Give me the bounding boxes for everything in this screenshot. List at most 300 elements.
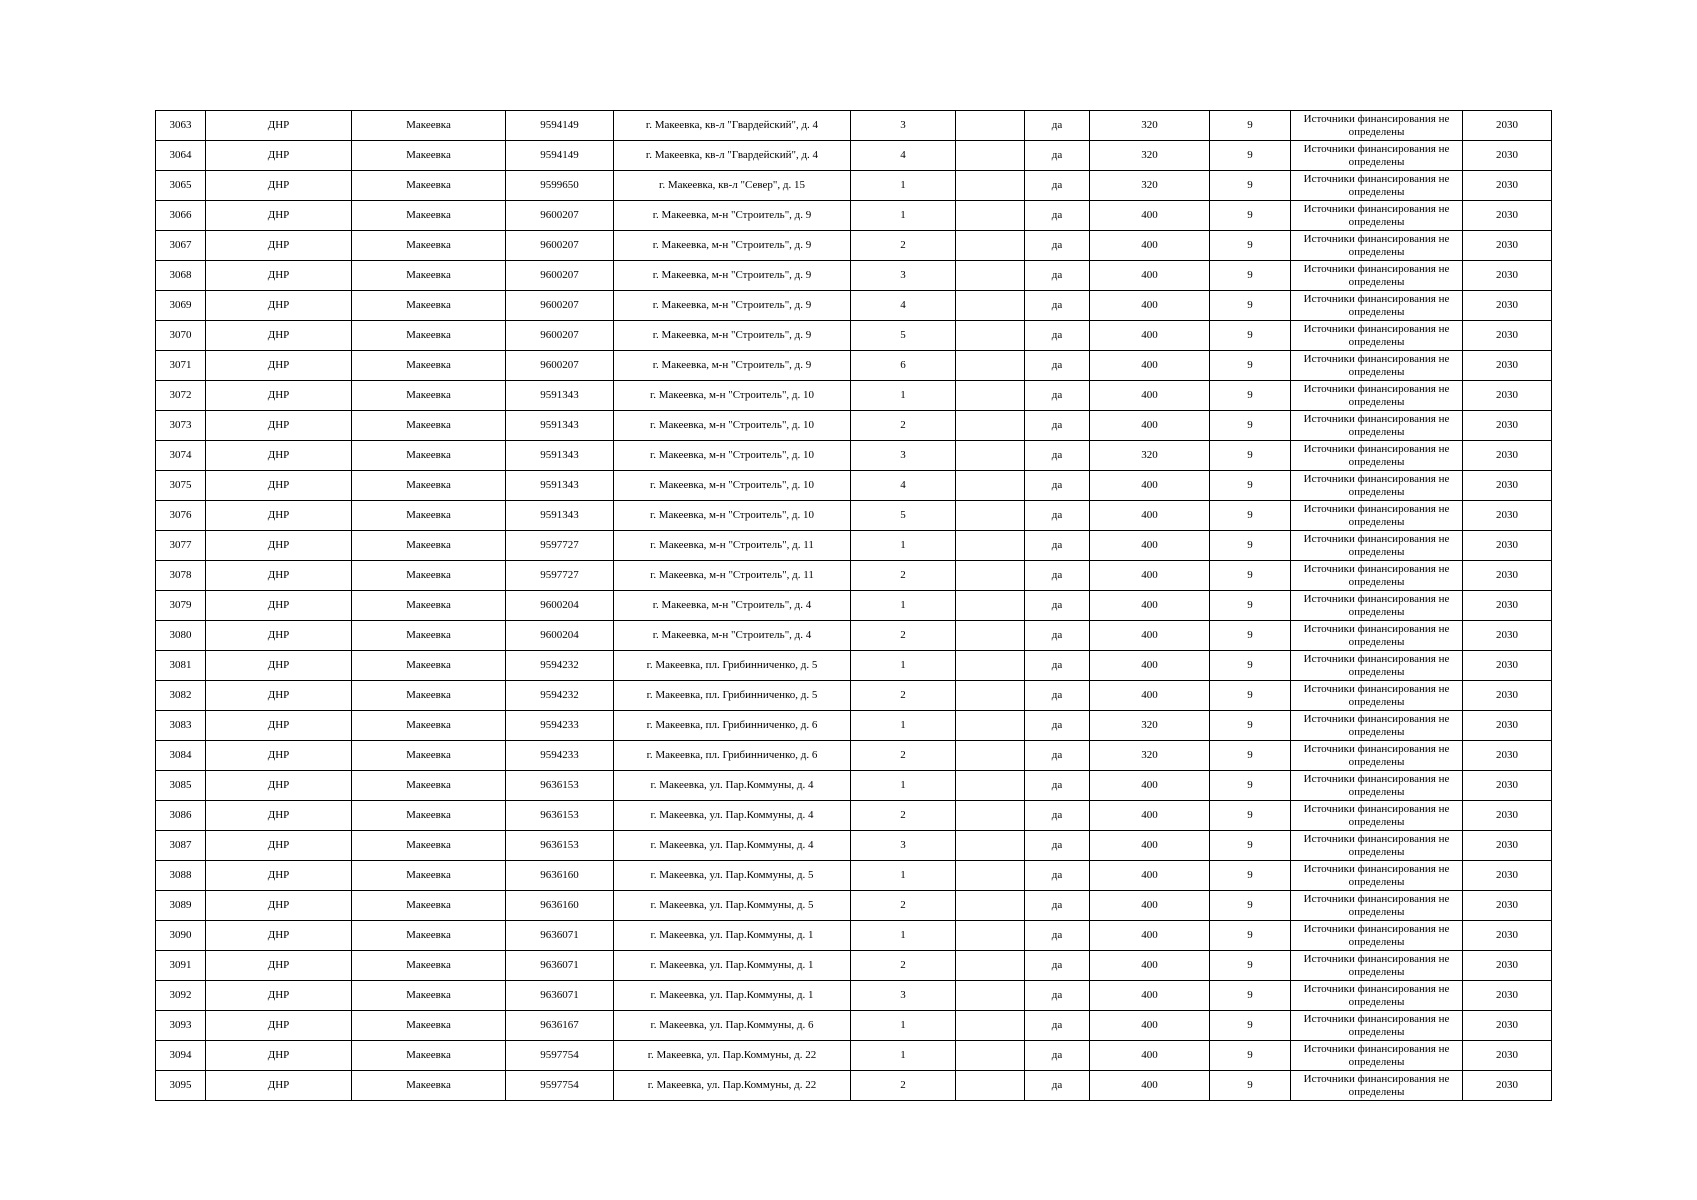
empty-cell <box>956 201 1025 231</box>
flag-cell: да <box>1025 111 1090 141</box>
table-row <box>156 261 1552 291</box>
entrance-cell: 2 <box>851 1071 956 1101</box>
floors-cell: 9 <box>1210 801 1291 831</box>
table-row <box>156 351 1552 381</box>
flag-cell: да <box>1025 711 1090 741</box>
table-row <box>156 111 1552 141</box>
building-id-cell: 9597727 <box>506 561 614 591</box>
entrance-cell: 1 <box>851 381 956 411</box>
floors-cell: 9 <box>1210 771 1291 801</box>
floors-cell: 9 <box>1210 831 1291 861</box>
building-id-cell: 9597727 <box>506 531 614 561</box>
flag-cell: да <box>1025 801 1090 831</box>
region-cell: ДНР <box>206 1041 352 1071</box>
building-id-cell: 9636071 <box>506 951 614 981</box>
address-cell: г. Макеевка, м-н "Строитель", д. 10 <box>614 411 851 441</box>
table-row <box>156 741 1552 771</box>
flag-cell: да <box>1025 381 1090 411</box>
empty-cell <box>956 711 1025 741</box>
table-row <box>156 471 1552 501</box>
region-cell: ДНР <box>206 1071 352 1101</box>
floors-cell: 9 <box>1210 381 1291 411</box>
region-cell: ДНР <box>206 441 352 471</box>
building-id-cell: 9591343 <box>506 501 614 531</box>
row-number-cell: 3073 <box>156 411 206 441</box>
empty-cell <box>956 621 1025 651</box>
capacity-cell: 400 <box>1090 831 1210 861</box>
flag-cell: да <box>1025 621 1090 651</box>
flag-cell: да <box>1025 201 1090 231</box>
capacity-cell: 400 <box>1090 351 1210 381</box>
region-cell: ДНР <box>206 501 352 531</box>
year-cell: 2030 <box>1463 651 1552 681</box>
building-id-cell: 9597754 <box>506 1071 614 1101</box>
building-id-cell: 9600207 <box>506 261 614 291</box>
empty-cell <box>956 171 1025 201</box>
funding-source-cell: Источники финансирования не определены <box>1291 711 1463 741</box>
year-cell: 2030 <box>1463 1071 1552 1101</box>
funding-source-cell: Источники финансирования не определены <box>1291 1041 1463 1071</box>
capacity-cell: 400 <box>1090 681 1210 711</box>
floors-cell: 9 <box>1210 501 1291 531</box>
empty-cell <box>956 471 1025 501</box>
flag-cell: да <box>1025 261 1090 291</box>
entrance-cell: 1 <box>851 591 956 621</box>
empty-cell <box>956 771 1025 801</box>
table-row <box>156 531 1552 561</box>
empty-cell <box>956 651 1025 681</box>
address-cell: г. Макеевка, кв-л "Гвардейский", д. 4 <box>614 111 851 141</box>
region-cell: ДНР <box>206 831 352 861</box>
city-cell: Макеевка <box>352 171 506 201</box>
empty-cell <box>956 381 1025 411</box>
address-cell: г. Макеевка, м-н "Строитель", д. 10 <box>614 441 851 471</box>
capacity-cell: 400 <box>1090 981 1210 1011</box>
row-number-cell: 3089 <box>156 891 206 921</box>
address-cell: г. Макеевка, ул. Пар.Коммуны, д. 1 <box>614 981 851 1011</box>
address-cell: г. Макеевка, ул. Пар.Коммуны, д. 5 <box>614 891 851 921</box>
city-cell: Макеевка <box>352 981 506 1011</box>
city-cell: Макеевка <box>352 531 506 561</box>
row-number-cell: 3065 <box>156 171 206 201</box>
row-number-cell: 3094 <box>156 1041 206 1071</box>
address-cell: г. Макеевка, м-н "Строитель", д. 10 <box>614 501 851 531</box>
table-row <box>156 621 1552 651</box>
empty-cell <box>956 891 1025 921</box>
city-cell: Макеевка <box>352 201 506 231</box>
address-cell: г. Макеевка, ул. Пар.Коммуны, д. 6 <box>614 1011 851 1041</box>
address-cell: г. Макеевка, м-н "Строитель", д. 4 <box>614 591 851 621</box>
capacity-cell: 320 <box>1090 111 1210 141</box>
city-cell: Макеевка <box>352 471 506 501</box>
floors-cell: 9 <box>1210 711 1291 741</box>
entrance-cell: 1 <box>851 921 956 951</box>
empty-cell <box>956 321 1025 351</box>
building-id-cell: 9600207 <box>506 231 614 261</box>
building-id-cell: 9591343 <box>506 411 614 441</box>
floors-cell: 9 <box>1210 1071 1291 1101</box>
empty-cell <box>956 921 1025 951</box>
building-id-cell: 9594233 <box>506 741 614 771</box>
row-number-cell: 3084 <box>156 741 206 771</box>
address-cell: г. Макеевка, м-н "Строитель", д. 9 <box>614 231 851 261</box>
data-table <box>155 110 1552 1101</box>
address-cell: г. Макеевка, кв-л "Север", д. 15 <box>614 171 851 201</box>
empty-cell <box>956 531 1025 561</box>
region-cell: ДНР <box>206 561 352 591</box>
empty-cell <box>956 861 1025 891</box>
address-cell: г. Макеевка, пл. Грибинниченко, д. 5 <box>614 681 851 711</box>
empty-cell <box>956 681 1025 711</box>
capacity-cell: 400 <box>1090 951 1210 981</box>
year-cell: 2030 <box>1463 411 1552 441</box>
empty-cell <box>956 351 1025 381</box>
building-id-cell: 9591343 <box>506 471 614 501</box>
table-row <box>156 681 1552 711</box>
capacity-cell: 320 <box>1090 141 1210 171</box>
year-cell: 2030 <box>1463 171 1552 201</box>
building-id-cell: 9636167 <box>506 1011 614 1041</box>
region-cell: ДНР <box>206 531 352 561</box>
capacity-cell: 320 <box>1090 171 1210 201</box>
year-cell: 2030 <box>1463 441 1552 471</box>
flag-cell: да <box>1025 351 1090 381</box>
capacity-cell: 400 <box>1090 621 1210 651</box>
funding-source-cell: Источники финансирования не определены <box>1291 621 1463 651</box>
year-cell: 2030 <box>1463 591 1552 621</box>
funding-source-cell: Источники финансирования не определены <box>1291 261 1463 291</box>
funding-source-cell: Источники финансирования не определены <box>1291 501 1463 531</box>
floors-cell: 9 <box>1210 951 1291 981</box>
entrance-cell: 6 <box>851 351 956 381</box>
region-cell: ДНР <box>206 1011 352 1041</box>
building-id-cell: 9594232 <box>506 651 614 681</box>
entrance-cell: 1 <box>851 1041 956 1071</box>
row-number-cell: 3095 <box>156 1071 206 1101</box>
row-number-cell: 3082 <box>156 681 206 711</box>
building-id-cell: 9599650 <box>506 171 614 201</box>
empty-cell <box>956 291 1025 321</box>
year-cell: 2030 <box>1463 831 1552 861</box>
row-number-cell: 3086 <box>156 801 206 831</box>
city-cell: Макеевка <box>352 741 506 771</box>
row-number-cell: 3079 <box>156 591 206 621</box>
region-cell: ДНР <box>206 321 352 351</box>
year-cell: 2030 <box>1463 621 1552 651</box>
row-number-cell: 3064 <box>156 141 206 171</box>
funding-source-cell: Источники финансирования не определены <box>1291 291 1463 321</box>
region-cell: ДНР <box>206 771 352 801</box>
capacity-cell: 320 <box>1090 741 1210 771</box>
table-row <box>156 1071 1552 1101</box>
capacity-cell: 400 <box>1090 891 1210 921</box>
funding-source-cell: Источники финансирования не определены <box>1291 561 1463 591</box>
entrance-cell: 3 <box>851 111 956 141</box>
empty-cell <box>956 111 1025 141</box>
flag-cell: да <box>1025 1041 1090 1071</box>
empty-cell <box>956 411 1025 441</box>
row-number-cell: 3075 <box>156 471 206 501</box>
funding-source-cell: Источники финансирования не определены <box>1291 831 1463 861</box>
row-number-cell: 3071 <box>156 351 206 381</box>
funding-source-cell: Источники финансирования не определены <box>1291 771 1463 801</box>
city-cell: Макеевка <box>352 561 506 591</box>
row-number-cell: 3067 <box>156 231 206 261</box>
building-id-cell: 9591343 <box>506 381 614 411</box>
table-body <box>156 111 1552 1101</box>
region-cell: ДНР <box>206 981 352 1011</box>
table-row <box>156 801 1552 831</box>
funding-source-cell: Источники финансирования не определены <box>1291 981 1463 1011</box>
funding-source-cell: Источники финансирования не определены <box>1291 141 1463 171</box>
flag-cell: да <box>1025 471 1090 501</box>
floors-cell: 9 <box>1210 441 1291 471</box>
city-cell: Макеевка <box>352 351 506 381</box>
building-id-cell: 9636071 <box>506 921 614 951</box>
capacity-cell: 400 <box>1090 801 1210 831</box>
table-row <box>156 291 1552 321</box>
entrance-cell: 1 <box>851 201 956 231</box>
empty-cell <box>956 261 1025 291</box>
table-row <box>156 861 1552 891</box>
funding-source-cell: Источники финансирования не определены <box>1291 681 1463 711</box>
year-cell: 2030 <box>1463 291 1552 321</box>
floors-cell: 9 <box>1210 201 1291 231</box>
address-cell: г. Макеевка, кв-л "Гвардейский", д. 4 <box>614 141 851 171</box>
city-cell: Макеевка <box>352 291 506 321</box>
address-cell: г. Макеевка, м-н "Строитель", д. 4 <box>614 621 851 651</box>
region-cell: ДНР <box>206 471 352 501</box>
flag-cell: да <box>1025 231 1090 261</box>
capacity-cell: 400 <box>1090 561 1210 591</box>
region-cell: ДНР <box>206 711 352 741</box>
funding-source-cell: Источники финансирования не определены <box>1291 381 1463 411</box>
city-cell: Макеевка <box>352 501 506 531</box>
building-id-cell: 9636153 <box>506 831 614 861</box>
year-cell: 2030 <box>1463 1011 1552 1041</box>
table-row <box>156 441 1552 471</box>
funding-source-cell: Источники финансирования не определены <box>1291 111 1463 141</box>
capacity-cell: 400 <box>1090 591 1210 621</box>
address-cell: г. Макеевка, пл. Грибинниченко, д. 6 <box>614 741 851 771</box>
table-row <box>156 711 1552 741</box>
funding-source-cell: Источники финансирования не определены <box>1291 891 1463 921</box>
entrance-cell: 3 <box>851 261 956 291</box>
table-row <box>156 771 1552 801</box>
floors-cell: 9 <box>1210 1041 1291 1071</box>
floors-cell: 9 <box>1210 921 1291 951</box>
building-id-cell: 9600204 <box>506 591 614 621</box>
region-cell: ДНР <box>206 951 352 981</box>
flag-cell: да <box>1025 681 1090 711</box>
capacity-cell: 400 <box>1090 201 1210 231</box>
table-row <box>156 891 1552 921</box>
region-cell: ДНР <box>206 681 352 711</box>
row-number-cell: 3083 <box>156 711 206 741</box>
entrance-cell: 5 <box>851 321 956 351</box>
address-cell: г. Макеевка, м-н "Строитель", д. 9 <box>614 291 851 321</box>
entrance-cell: 3 <box>851 441 956 471</box>
flag-cell: да <box>1025 951 1090 981</box>
empty-cell <box>956 951 1025 981</box>
funding-source-cell: Источники финансирования не определены <box>1291 801 1463 831</box>
empty-cell <box>956 981 1025 1011</box>
capacity-cell: 320 <box>1090 711 1210 741</box>
city-cell: Макеевка <box>352 441 506 471</box>
city-cell: Макеевка <box>352 771 506 801</box>
city-cell: Макеевка <box>352 651 506 681</box>
capacity-cell: 400 <box>1090 291 1210 321</box>
address-cell: г. Макеевка, ул. Пар.Коммуны, д. 1 <box>614 921 851 951</box>
entrance-cell: 2 <box>851 951 956 981</box>
flag-cell: да <box>1025 891 1090 921</box>
year-cell: 2030 <box>1463 141 1552 171</box>
address-cell: г. Макеевка, м-н "Строитель", д. 9 <box>614 261 851 291</box>
funding-source-cell: Источники финансирования не определены <box>1291 531 1463 561</box>
flag-cell: да <box>1025 171 1090 201</box>
empty-cell <box>956 501 1025 531</box>
region-cell: ДНР <box>206 111 352 141</box>
entrance-cell: 5 <box>851 501 956 531</box>
address-cell: г. Макеевка, пл. Грибинниченко, д. 6 <box>614 711 851 741</box>
empty-cell <box>956 1071 1025 1101</box>
empty-cell <box>956 801 1025 831</box>
funding-source-cell: Источники финансирования не определены <box>1291 351 1463 381</box>
region-cell: ДНР <box>206 591 352 621</box>
row-number-cell: 3085 <box>156 771 206 801</box>
region-cell: ДНР <box>206 621 352 651</box>
flag-cell: да <box>1025 831 1090 861</box>
floors-cell: 9 <box>1210 141 1291 171</box>
building-id-cell: 9600207 <box>506 351 614 381</box>
building-id-cell: 9600207 <box>506 201 614 231</box>
region-cell: ДНР <box>206 351 352 381</box>
region-cell: ДНР <box>206 261 352 291</box>
entrance-cell: 1 <box>851 771 956 801</box>
address-cell: г. Макеевка, м-н "Строитель", д. 10 <box>614 381 851 411</box>
region-cell: ДНР <box>206 291 352 321</box>
funding-source-cell: Источники финансирования не определены <box>1291 201 1463 231</box>
empty-cell <box>956 831 1025 861</box>
capacity-cell: 400 <box>1090 531 1210 561</box>
year-cell: 2030 <box>1463 921 1552 951</box>
entrance-cell: 1 <box>851 861 956 891</box>
entrance-cell: 1 <box>851 651 956 681</box>
flag-cell: да <box>1025 531 1090 561</box>
funding-source-cell: Источники финансирования не определены <box>1291 321 1463 351</box>
capacity-cell: 400 <box>1090 231 1210 261</box>
city-cell: Макеевка <box>352 801 506 831</box>
row-number-cell: 3066 <box>156 201 206 231</box>
table-row <box>156 981 1552 1011</box>
city-cell: Макеевка <box>352 141 506 171</box>
entrance-cell: 1 <box>851 171 956 201</box>
floors-cell: 9 <box>1210 981 1291 1011</box>
building-id-cell: 9600207 <box>506 291 614 321</box>
flag-cell: да <box>1025 321 1090 351</box>
funding-source-cell: Источники финансирования не определены <box>1291 1071 1463 1101</box>
funding-source-cell: Источники финансирования не определены <box>1291 861 1463 891</box>
funding-source-cell: Источники финансирования не определены <box>1291 171 1463 201</box>
flag-cell: да <box>1025 141 1090 171</box>
funding-source-cell: Источники финансирования не определены <box>1291 951 1463 981</box>
funding-source-cell: Источники финансирования не определены <box>1291 411 1463 441</box>
building-id-cell: 9636153 <box>506 771 614 801</box>
entrance-cell: 2 <box>851 891 956 921</box>
capacity-cell: 400 <box>1090 861 1210 891</box>
floors-cell: 9 <box>1210 531 1291 561</box>
entrance-cell: 2 <box>851 231 956 261</box>
capacity-cell: 400 <box>1090 1011 1210 1041</box>
address-cell: г. Макеевка, ул. Пар.Коммуны, д. 22 <box>614 1041 851 1071</box>
capacity-cell: 400 <box>1090 381 1210 411</box>
building-id-cell: 9594232 <box>506 681 614 711</box>
table-row <box>156 561 1552 591</box>
table-row <box>156 381 1552 411</box>
building-id-cell: 9591343 <box>506 441 614 471</box>
table-row <box>156 921 1552 951</box>
flag-cell: да <box>1025 921 1090 951</box>
empty-cell <box>956 561 1025 591</box>
flag-cell: да <box>1025 291 1090 321</box>
year-cell: 2030 <box>1463 501 1552 531</box>
year-cell: 2030 <box>1463 351 1552 381</box>
year-cell: 2030 <box>1463 261 1552 291</box>
region-cell: ДНР <box>206 921 352 951</box>
flag-cell: да <box>1025 501 1090 531</box>
entrance-cell: 1 <box>851 1011 956 1041</box>
address-cell: г. Макеевка, ул. Пар.Коммуны, д. 4 <box>614 831 851 861</box>
entrance-cell: 4 <box>851 471 956 501</box>
year-cell: 2030 <box>1463 321 1552 351</box>
empty-cell <box>956 1041 1025 1071</box>
capacity-cell: 400 <box>1090 501 1210 531</box>
flag-cell: да <box>1025 441 1090 471</box>
floors-cell: 9 <box>1210 261 1291 291</box>
address-cell: г. Макеевка, ул. Пар.Коммуны, д. 22 <box>614 1071 851 1101</box>
city-cell: Макеевка <box>352 321 506 351</box>
floors-cell: 9 <box>1210 741 1291 771</box>
empty-cell <box>956 441 1025 471</box>
row-number-cell: 3063 <box>156 111 206 141</box>
address-cell: г. Макеевка, м-н "Строитель", д. 9 <box>614 321 851 351</box>
flag-cell: да <box>1025 651 1090 681</box>
floors-cell: 9 <box>1210 171 1291 201</box>
table-row <box>156 651 1552 681</box>
floors-cell: 9 <box>1210 321 1291 351</box>
address-cell: г. Макеевка, м-н "Строитель", д. 11 <box>614 561 851 591</box>
empty-cell <box>956 231 1025 261</box>
row-number-cell: 3087 <box>156 831 206 861</box>
table-row <box>156 141 1552 171</box>
empty-cell <box>956 141 1025 171</box>
capacity-cell: 400 <box>1090 411 1210 441</box>
flag-cell: да <box>1025 411 1090 441</box>
entrance-cell: 3 <box>851 981 956 1011</box>
address-cell: г. Макеевка, ул. Пар.Коммуны, д. 4 <box>614 801 851 831</box>
year-cell: 2030 <box>1463 771 1552 801</box>
city-cell: Макеевка <box>352 921 506 951</box>
flag-cell: да <box>1025 981 1090 1011</box>
city-cell: Макеевка <box>352 861 506 891</box>
row-number-cell: 3093 <box>156 1011 206 1041</box>
empty-cell <box>956 591 1025 621</box>
year-cell: 2030 <box>1463 231 1552 261</box>
funding-source-cell: Источники финансирования не определены <box>1291 651 1463 681</box>
floors-cell: 9 <box>1210 891 1291 921</box>
row-number-cell: 3076 <box>156 501 206 531</box>
funding-source-cell: Источники финансирования не определены <box>1291 741 1463 771</box>
